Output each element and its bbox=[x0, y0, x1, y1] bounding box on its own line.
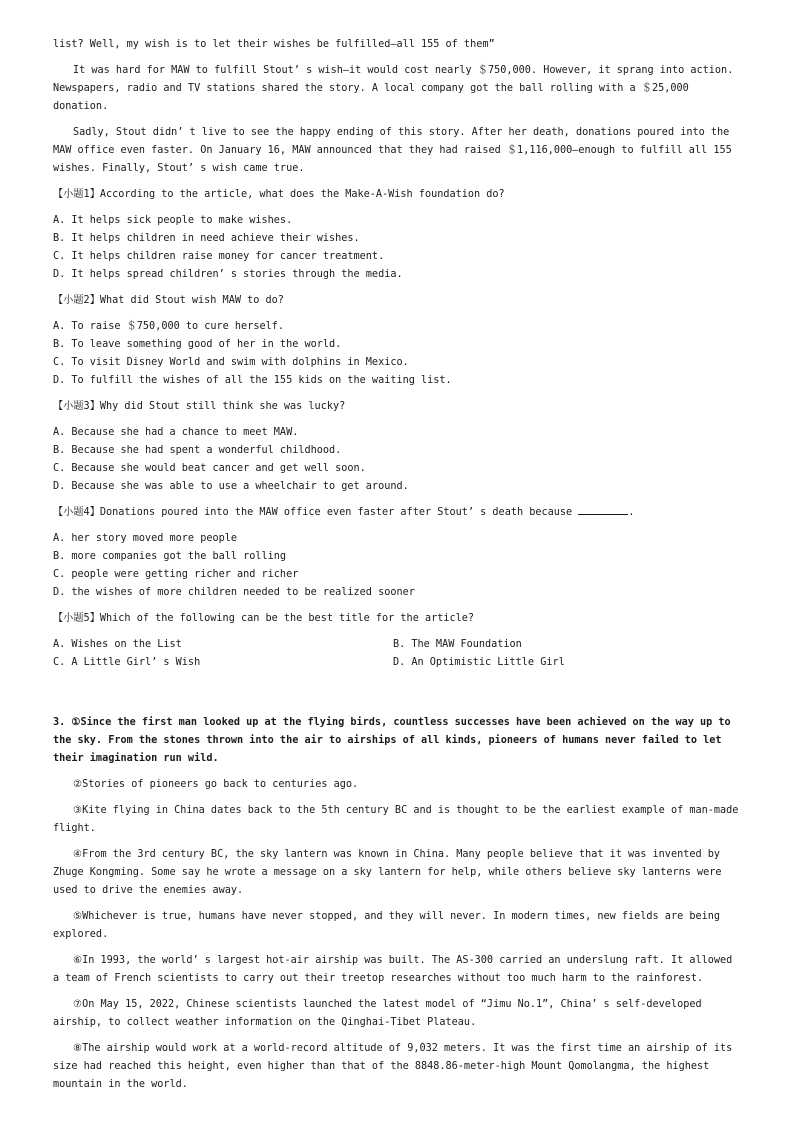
option-d[interactable]: D. the wishes of more children needed to be realized sooner bbox=[53, 587, 415, 598]
option-b[interactable]: B. To leave something good of her in the world. bbox=[53, 339, 342, 350]
question-1 bbox=[53, 186, 742, 204]
question-text: Donations poured into the MAW office even faster after Stout’ s death because bbox=[99, 507, 573, 518]
question-label: 【小题4】 bbox=[53, 507, 100, 518]
option-c[interactable]: C. To visit Disney World and swim with dolphins in Mexico. bbox=[53, 357, 409, 368]
option-d[interactable]: D. To fulfill the wishes of all the 155 kids on the waiting list. bbox=[53, 375, 452, 386]
option-a[interactable]: A. Because she had a chance to meet MAW. bbox=[53, 427, 299, 438]
option-a[interactable]: A. To raise ＄750,000 to cure herself. bbox=[53, 321, 284, 332]
option-a[interactable]: A. her story moved more people bbox=[53, 533, 238, 544]
question-tail: . bbox=[628, 507, 635, 518]
option-c[interactable]: C. It helps children raise money for cancer treatment. bbox=[53, 251, 385, 262]
option-c[interactable]: C. A Little Girl’ s Wish bbox=[53, 657, 201, 668]
option-b[interactable]: B. more companies got the ball rolling bbox=[53, 551, 287, 562]
passage-3-intro: 3. ①Since the first man looked up at the flying birds, countless successes have been achieved on the way up to the sky. From the stones thrown into the air to airships of all kinds, pioneers of humans never failed to let their imagination run wild. bbox=[53, 717, 731, 764]
question-text: What did Stout wish MAW to do? bbox=[99, 295, 284, 306]
question-label: 【小题1】 bbox=[53, 189, 100, 200]
option-c[interactable]: C. people were getting richer and richer bbox=[53, 569, 299, 580]
question-text: According to the article, what does the Make-A-Wish foundation do? bbox=[99, 189, 505, 200]
passage-paragraph: ⑤Whichever is true, humans have never stopped, and they will never. In modern times, new fields are being explored. bbox=[53, 911, 721, 940]
question-3 bbox=[53, 398, 742, 416]
passage-paragraph: ②Stories of pioneers go back to centuries ago. bbox=[73, 779, 359, 790]
passage-paragraph: It was hard for MAW to fulfill Stout’ s wish—it would cost nearly ＄750,000. However, it sprang into action. Newspapers, radio and TV stations shared the story. A local company got the ball rolling with a ＄25,000 donation. bbox=[53, 65, 734, 112]
passage-paragraph: ⑥In 1993, the world’ s largest hot-air airship was built. The AS-300 carried an underslung raft. It allowed a team of French scientists to carry out their treetop researches without too much harm to the rainforest. bbox=[53, 955, 733, 984]
passage-paragraph: ⑦On May 15, 2022, Chinese scientists launched the latest model of “Jimu No.1”, China’ s self-developed airship, to collect weather information on the Qinghai-Tibet Plateau. bbox=[53, 999, 702, 1028]
question-2 bbox=[53, 292, 742, 310]
question-5-options bbox=[53, 636, 742, 672]
answer-blank[interactable] bbox=[578, 504, 628, 515]
passage-paragraph: ⑧The airship would work at a world-record altitude of 9,032 meters. It was the first time an airship of its size had reached this height, even higher than that of the 8848.86-meter-high Mount Qomolangma, the highest mountain in the world. bbox=[53, 1043, 733, 1090]
passage-paragraph: ③Kite flying in China dates back to the 5th century BC and is thought to be the earliest example of man-made flight. bbox=[53, 805, 739, 834]
question-1-options bbox=[53, 212, 742, 284]
question-2-options bbox=[53, 318, 742, 390]
question-text: Which of the following can be the best title for the article? bbox=[99, 613, 475, 624]
option-d[interactable]: D. It helps spread children’ s stories through the media. bbox=[53, 269, 403, 280]
passage-paragraph: list? Well, my wish is to let their wishes be fulfilled—all 155 of them” bbox=[53, 39, 495, 50]
question-4 bbox=[53, 504, 742, 522]
question-3-options bbox=[53, 424, 742, 496]
question-label: 【小题3】 bbox=[53, 401, 100, 412]
option-a[interactable]: A. It helps sick people to make wishes. bbox=[53, 215, 293, 226]
question-5 bbox=[53, 610, 742, 628]
option-b[interactable]: B. It helps children in need achieve their wishes. bbox=[53, 233, 360, 244]
option-b[interactable]: B. Because she had spent a wonderful childhood. bbox=[53, 445, 342, 456]
passage-paragraph: Sadly, Stout didn’ t live to see the happy ending of this story. After her death, donations poured into the MAW office even faster. On January 16, MAW announced that they had raised ＄1,116,000—enough to fulfill all 155 wishes. Finally, Stout’ s wish came true. bbox=[53, 127, 732, 174]
option-d[interactable]: D. An Optimistic Little Girl bbox=[393, 657, 565, 668]
option-c[interactable]: C. Because she would beat cancer and get well soon. bbox=[53, 463, 366, 474]
passage-paragraph: ④From the 3rd century BC, the sky lantern was known in China. Many people believe that it was invented by Zhuge Kongming. Some say he wrote a message on a sky lantern for help, while others believe sky lanterns were used to drive the enemies away. bbox=[53, 849, 722, 896]
option-d[interactable]: D. Because she was able to use a wheelchair to get around. bbox=[53, 481, 409, 492]
question-text: Why did Stout still think she was lucky? bbox=[99, 401, 346, 412]
option-a[interactable]: A. Wishes on the List bbox=[53, 639, 182, 650]
option-b[interactable]: B. The MAW Foundation bbox=[393, 639, 522, 650]
section-gap bbox=[53, 680, 742, 714]
question-label: 【小题5】 bbox=[53, 613, 100, 624]
question-label: 【小题2】 bbox=[53, 295, 100, 306]
question-4-options bbox=[53, 530, 742, 602]
